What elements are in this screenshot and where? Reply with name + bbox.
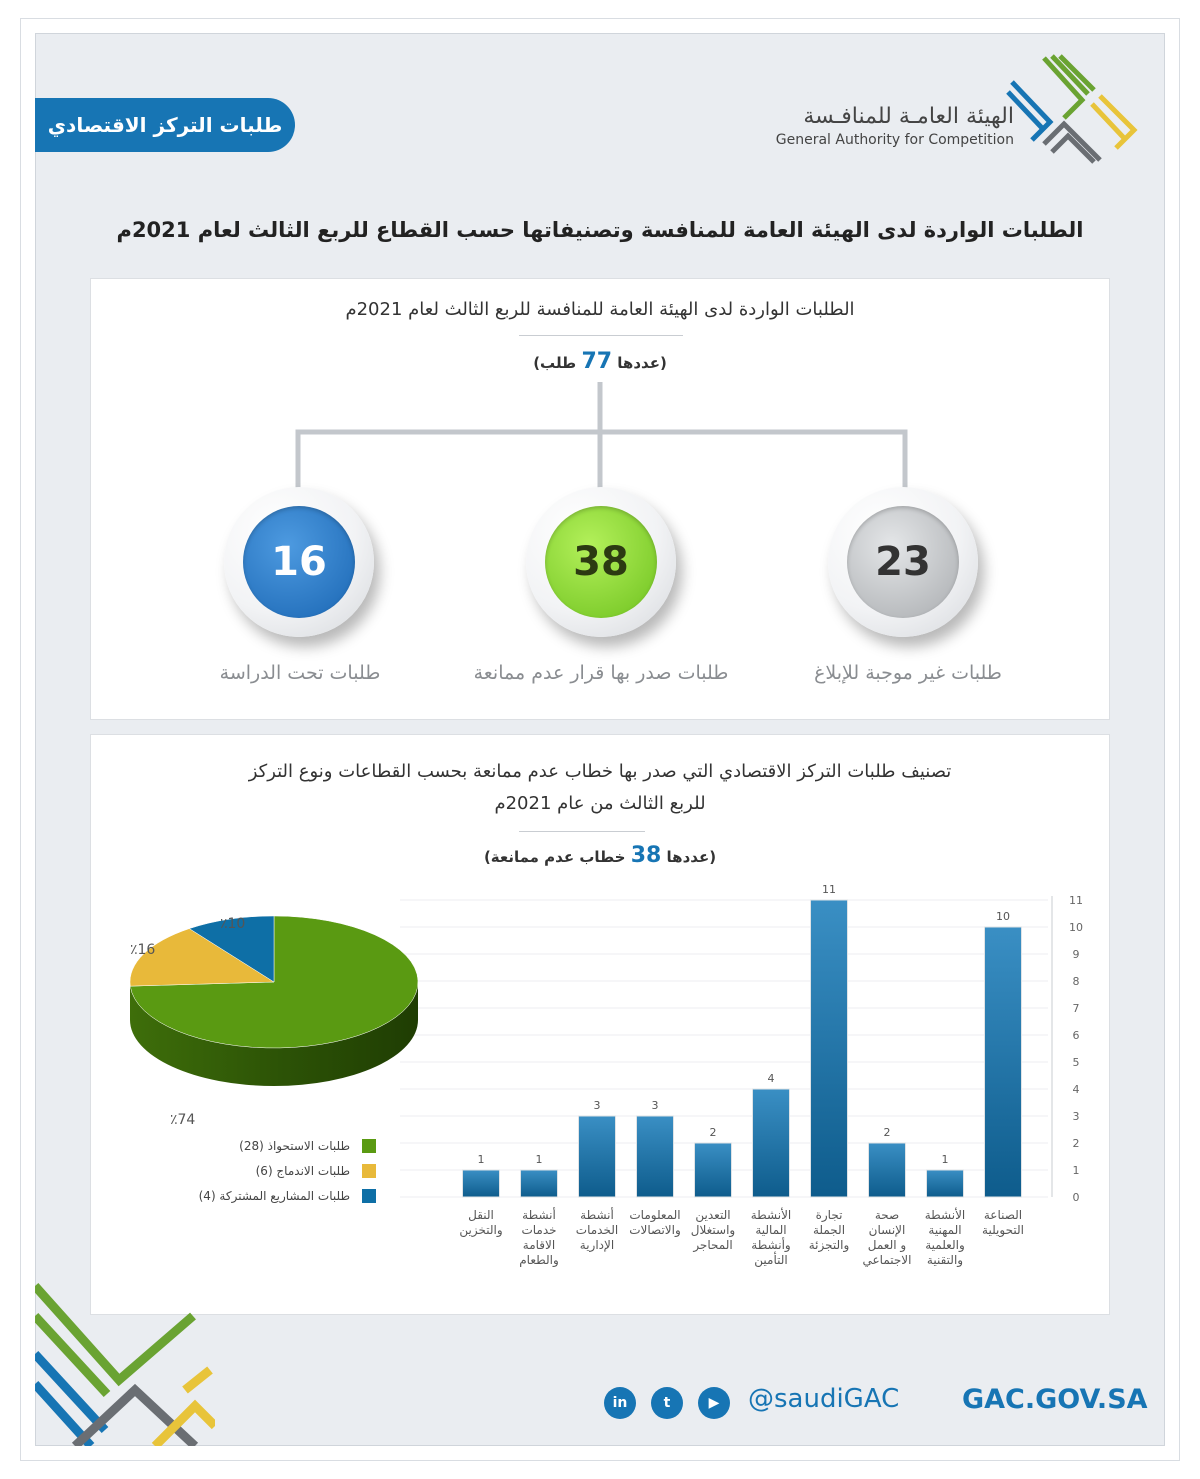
pie-percent-label: ٪10 <box>220 916 246 932</box>
bar <box>521 1170 558 1197</box>
bar <box>579 1116 616 1197</box>
bar <box>753 1089 790 1197</box>
circle-under-review <box>224 487 374 637</box>
page-title: الطلبات الواردة لدى الهيئة العامة للمنافسة وتصنيفاتها حسب القطاع للربع الثالث لعام 2021م <box>116 218 1084 242</box>
x-category-label: النقل والتخزين <box>459 1208 503 1237</box>
website-link[interactable]: GAC.GOV.SA <box>962 1384 1148 1415</box>
y-tick-label: 10 <box>1069 921 1083 934</box>
classification-title-line1: تصنيف طلبات التركز الاقتصادي التي صدر بها خطاب عدم ممانعة بحسب القطاعات ونوع التركز <box>248 761 952 782</box>
twitter-icon[interactable]: t <box>651 1387 683 1419</box>
concentration-type-pie-chart <box>110 900 430 1140</box>
circle-no-objection <box>526 487 676 637</box>
y-tick-label: 11 <box>1069 894 1083 907</box>
bar <box>463 1170 500 1197</box>
no-objection-label: طلبات صدر بها قرار عدم ممانعة <box>473 662 729 684</box>
linkedin-icon[interactable]: in <box>604 1387 636 1419</box>
not-notifiable-value: 23 <box>847 506 959 618</box>
letters-count: (عددها 38 خطاب عدم ممانعة) <box>483 843 717 868</box>
bar <box>637 1116 674 1197</box>
letters-count-value: 38 <box>630 843 662 868</box>
section-tag: طلبات التركز الاقتصادي <box>35 98 295 152</box>
x-category-label: المعلومات والاتصالات <box>629 1208 681 1237</box>
gac-logo-icon <box>1004 52 1140 167</box>
bar-value-label: 3 <box>651 1099 659 1112</box>
y-tick-label: 5 <box>1072 1056 1080 1069</box>
y-tick-label: 2 <box>1072 1137 1080 1150</box>
y-tick-label: 7 <box>1072 1002 1080 1015</box>
under-review-label: طلبات تحت الدراسة <box>219 662 381 684</box>
pie-percent-label: ٪16 <box>130 942 156 958</box>
no-objection-value: 38 <box>545 506 657 618</box>
corner-pattern-icon <box>35 1280 215 1446</box>
divider <box>519 831 645 832</box>
legend-acquisition: طلبات الاستحواذ (28) <box>190 1138 376 1154</box>
legend-swatch <box>362 1139 376 1153</box>
y-tick-label: 8 <box>1072 975 1080 988</box>
y-tick-label: 4 <box>1072 1083 1080 1096</box>
x-category-label: أنشطة الخدمات الإدارية <box>575 1208 619 1252</box>
bar-value-label: 2 <box>709 1126 717 1139</box>
legend-joint-venture: طلبات المشاريع المشتركة (4) <box>190 1188 376 1204</box>
pie-percent-label: ٪74 <box>170 1112 196 1128</box>
bar <box>811 900 848 1197</box>
bar-value-label: 10 <box>996 910 1010 923</box>
under-review-value: 16 <box>243 506 355 618</box>
bar <box>869 1143 906 1197</box>
bar-value-label: 2 <box>883 1126 891 1139</box>
x-category-label: الأنشطة المهنية والعلمية والتقنية <box>924 1208 966 1267</box>
sector-bar-chart <box>400 870 1090 1290</box>
bar-value-label: 3 <box>593 1099 601 1112</box>
x-category-label: الصناعة التحويلية <box>982 1208 1024 1237</box>
requests-count-value: 77 <box>581 349 613 374</box>
bar-value-label: 1 <box>941 1153 949 1166</box>
bar <box>927 1170 964 1197</box>
bar <box>985 927 1022 1197</box>
x-category-label: تجارة الجملة والتجزئة <box>808 1208 850 1252</box>
logo-english-name: General Authority for Competition <box>775 132 1014 148</box>
y-tick-label: 1 <box>1072 1164 1080 1177</box>
not-notifiable-label: طلبات غير موجبة للإبلاغ <box>814 662 1002 684</box>
y-tick-label: 0 <box>1072 1191 1080 1204</box>
y-tick-label: 9 <box>1072 948 1080 961</box>
x-category-label: التعدين واستغلال المحاجر <box>690 1208 736 1252</box>
requests-panel-title: الطلبات الواردة لدى الهيئة العامة للمنافسة للربع الثالث لعام 2021م <box>345 299 855 320</box>
bar-value-label: 1 <box>477 1153 485 1166</box>
requests-count: (عددها 77 طلب) <box>533 349 667 374</box>
legend-merger: طلبات الاندماج (6) <box>190 1163 376 1179</box>
x-category-label: الأنشطة المالية وأنشطة التأمين <box>750 1208 792 1267</box>
x-category-label: صحة الإنسان و العمل الاجتماعي <box>862 1208 912 1267</box>
legend-swatch <box>362 1164 376 1178</box>
x-category-label: أنشطة خدمات الاقامة والطعام <box>519 1208 559 1267</box>
bar-value-label: 1 <box>535 1153 543 1166</box>
logo-arabic-name: الهيئة العامـة للمنافـسة <box>803 104 1014 129</box>
bar <box>695 1143 732 1197</box>
circle-not-notifiable <box>828 487 978 637</box>
classification-title-line2: للربع الثالث من عام 2021م <box>494 793 706 814</box>
y-tick-label: 6 <box>1072 1029 1080 1042</box>
youtube-icon[interactable]: ▶ <box>698 1387 730 1419</box>
legend-swatch <box>362 1189 376 1203</box>
social-handle[interactable]: @saudiGAC <box>748 1384 900 1414</box>
bar-value-label: 11 <box>822 883 836 896</box>
y-tick-label: 3 <box>1072 1110 1080 1123</box>
bar-value-label: 4 <box>767 1072 775 1085</box>
